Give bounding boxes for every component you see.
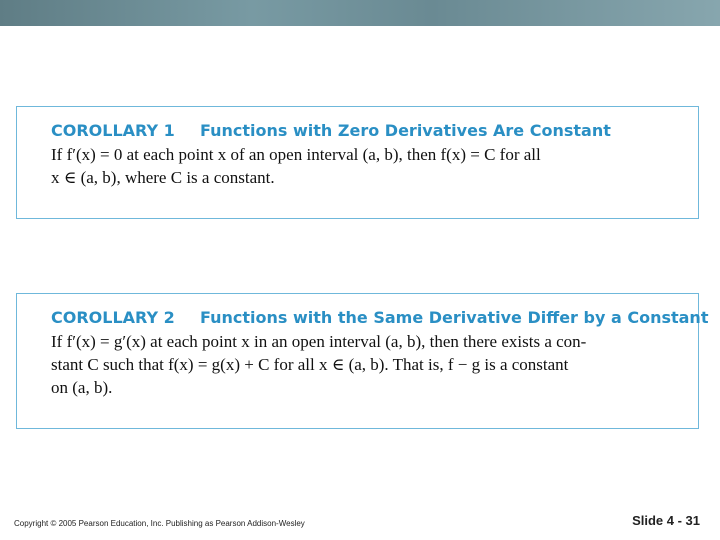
corollary-2-heading: [51, 308, 709, 328]
corollary-2-line: stant C such that f(x) = g(x) + C for all x ∈ (a, b). That is, f − g is a constant: [51, 355, 569, 374]
corollary-2-statement: [51, 330, 664, 399]
corollary-1-title: Functions with Zero Derivatives Are Constant: [200, 121, 611, 140]
corollary-1-heading: [51, 121, 664, 141]
copyright-notice: Copyright © 2005 Pearson Education, Inc. Publishing as Pearson Addison-Wesley: [14, 519, 305, 528]
corollary-2-number: COROLLARY 2: [51, 308, 175, 327]
corollary-2-line: If f′(x) = g′(x) at each point x in an open interval (a, b), then there exists a con-: [51, 332, 587, 351]
slide-number: Slide 4 - 31: [632, 513, 700, 528]
corollary-1-number: COROLLARY 1: [51, 121, 175, 140]
top-banner: [0, 0, 720, 26]
corollary-2-line: on (a, b).: [51, 378, 113, 397]
corollary-1-line: If f′(x) = 0 at each point x of an open interval (a, b), then f(x) = C for all: [51, 145, 541, 164]
corollary-2-box: [16, 293, 709, 429]
corollary-2-title: Functions with the Same Derivative Differ by a Constant: [200, 308, 709, 327]
corollary-1-box: [16, 106, 699, 219]
corollary-1-line: x ∈ (a, b), where C is a constant.: [51, 168, 275, 187]
corollary-1-statement: [51, 143, 664, 189]
